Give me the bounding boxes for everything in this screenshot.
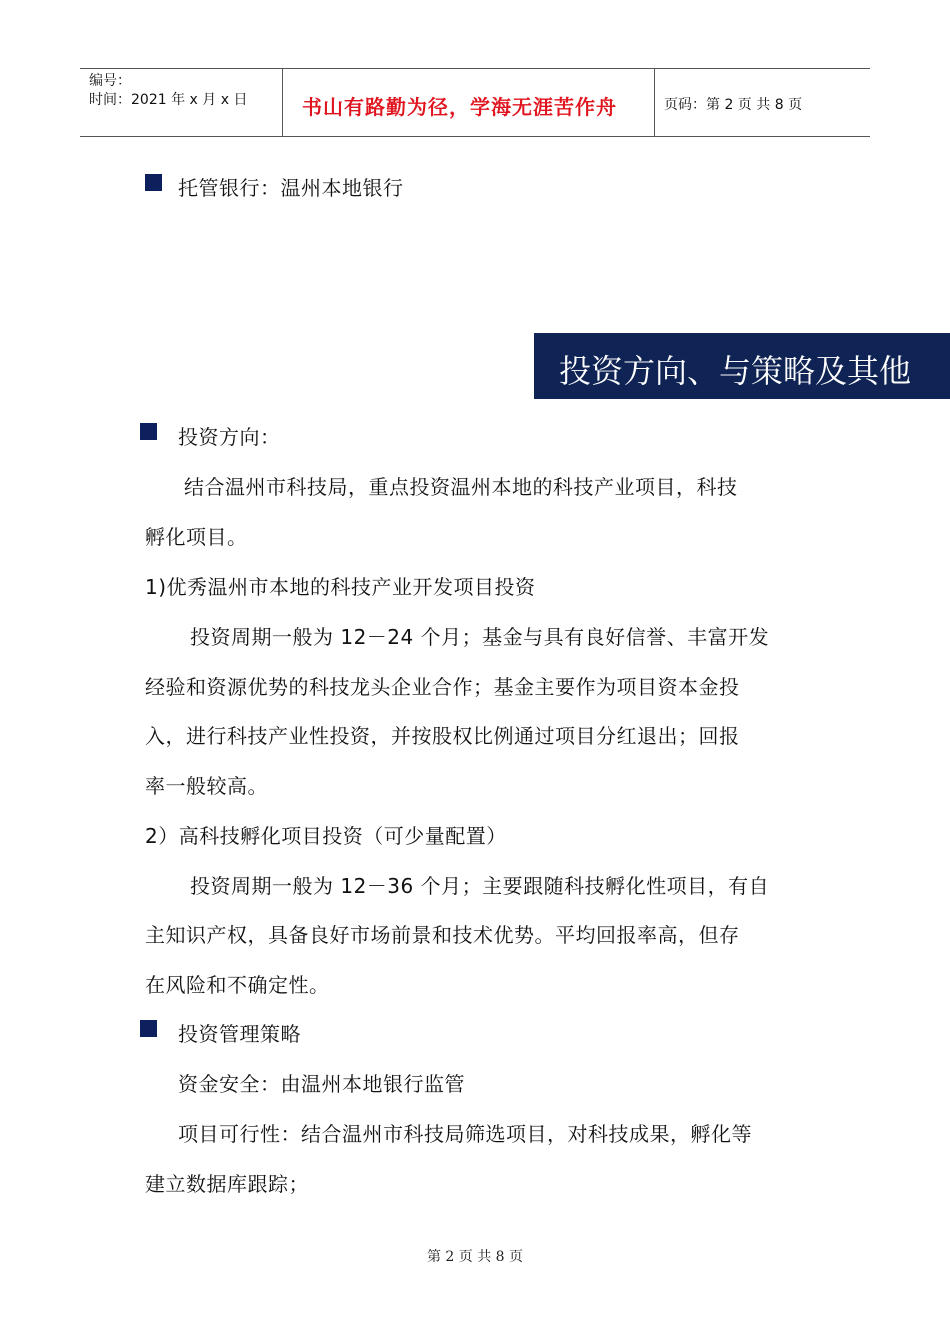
custodian-bank: 托管银行：温州本地银行 xyxy=(178,176,404,200)
fund-safety-line: 资金安全：由温州本地银行监管 xyxy=(178,1072,465,1096)
paragraph-line: 投资周期一般为 12－36 个月；主要跟随科技孵化性项目，有自 xyxy=(190,874,770,898)
banner-title: 投资方向、与策略及其他 xyxy=(559,352,912,390)
section-banner xyxy=(534,333,950,399)
header-motto-cell xyxy=(282,69,655,136)
header-page-cell xyxy=(654,69,870,136)
paragraph-line: 经验和资源优势的科技龙头企业合作；基金主要作为项目资本金投 xyxy=(145,675,740,699)
direction-heading: 投资方向： xyxy=(178,425,281,449)
number-label: 编号： xyxy=(89,73,131,89)
item2-title: 2）高科技孵化项目投资（可少量配置） xyxy=(145,824,507,848)
paragraph-line: 孵化项目。 xyxy=(145,525,248,549)
page-number-label: 页码：第 2 页 共 8 页 xyxy=(664,97,803,113)
paragraph-line: 项目可行性：结合温州市科技局筛选项目，对科技成果，孵化等 xyxy=(178,1122,752,1146)
bullet-square-icon xyxy=(140,1020,157,1037)
item1-title: 1)优秀温州市本地的科技产业开发项目投资 xyxy=(145,575,536,599)
paragraph-line: 建立数据库跟踪； xyxy=(145,1172,309,1196)
paragraph-line: 入，进行科技产业性投资，并按股权比例通过项目分红退出；回报 xyxy=(145,724,740,748)
paragraph-line: 率一般较高。 xyxy=(145,774,268,798)
paragraph-line: 结合温州市科技局，重点投资温州本地的科技产业项目，科技 xyxy=(184,475,738,499)
header-meta-cell xyxy=(80,69,283,136)
strategy-heading: 投资管理策略 xyxy=(178,1022,301,1046)
bullet-square-icon xyxy=(145,174,162,191)
motto-text: 书山有路勤为径，学海无涯苦作舟 xyxy=(302,95,617,119)
bullet-square-icon xyxy=(140,423,157,440)
paragraph-line: 主知识产权，具备良好市场前景和技术优势。平均回报率高，但存 xyxy=(145,923,740,947)
time-label: 时间：2021 年 x 月 x 日 xyxy=(89,92,248,108)
page-footer: 第 2 页 共 8 页 xyxy=(426,1249,524,1265)
paragraph-line: 投资周期一般为 12－24 个月；基金与具有良好信誉、丰富开发 xyxy=(190,625,770,649)
page-header xyxy=(80,68,870,137)
paragraph-line: 在风险和不确定性。 xyxy=(145,973,330,997)
